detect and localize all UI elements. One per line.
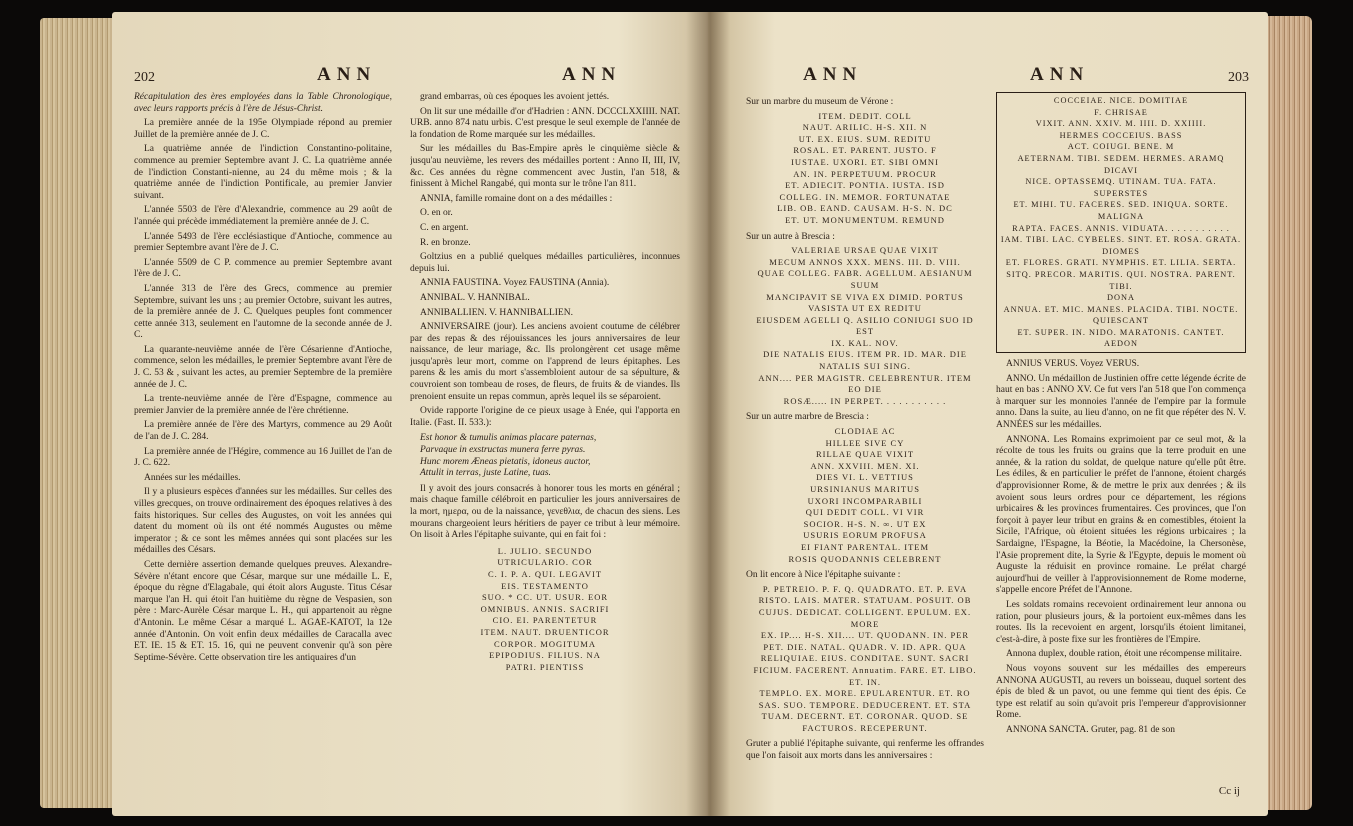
inscription-line: ET. ADIECIT. PONTIA. IUSTA. ISD [785,180,945,191]
inscription-line: CUJUS. DEDICAT. COLLIGENT. EPULUM. EX. MORE [758,606,972,629]
inscription-line: TEMPLO. EX. MORE. EPULARENTUR. ET. RO [759,688,971,699]
paragraph: L'année 5509 de C P. commence au premier Septembre avant l'ère de J. C. [134,257,392,280]
paragraph: L'année 5503 de l'ère d'Alexandrie, commence au 29 août de l'année qui précède immédiatement la première année de J. C. [134,205,392,227]
inscription-line: QUI DEDIT COLL. VI VIR [805,507,925,518]
inscription-line: CIO. EI. PARENTETUR [492,615,598,626]
paragraph: Annona duplex, double ration, étoit une récompense militaire. [1006,649,1242,660]
inscription-line: EIS. TESTAMENTO [501,580,589,591]
running-head: ANN [1030,64,1090,85]
paragraph: Années sur les médailles. [144,472,241,483]
inscription-line: FICIUM. FACERENT. Annuatim. FARE. ET. LIBO. [753,664,977,675]
intro-line: Sur un autre à Brescia : [746,231,835,242]
inscription-line: PET. DIE. NATAL. QUADR. V. ID. APR. QUA [763,641,967,652]
inscription-line: ANNUA. ET. MIC. MANES. PLACIDA. TIBI. NOCTE. [1003,304,1239,314]
inscription-line: OMNIBUS. ANNIS. SACRIFI [480,603,610,614]
running-head: ANN [317,64,377,85]
inscription-line: F. CHRISAE [1094,107,1148,117]
paragraph: Il y avoit des jours consacrés à honorer tous les morts en général ; mais chaque famille célébroit en particulier les jours anniversaires de la mort, ημερα, ou de la naissance, γενεθλια, de chacun des siens. Les mourans chargeoient leurs héritiers de payer ce tribut à leur mémoire. On lisoit à Arles l'épitaphe suivante, qui en fait foi : [410,483,680,541]
inscription-line: RILLAE QUAE VIXIT [815,449,915,460]
inscription-line: EPIPODIUS. FILIUS. NA [489,650,601,661]
inscription-line: VIXIT. ANN. XXIV. M. IIII. D. XXIIII. [1035,119,1207,129]
paragraph: L'année 5493 de l'ère ecclésiastique d'Antioche, commence au premier Septembre avant l'ère de J. C. [134,231,392,254]
inscription-line: URSINIANUS MARITUS [810,484,920,494]
inscription-line: L. JULIO. SECUNDO [497,545,593,556]
inscription-line: IUSTAE. UXORI. ET. SIBI OMNI [791,156,939,167]
paragraph: ANNONA SANCTA. Gruter, pag. 81 de son [1006,724,1176,735]
paragraph: On lit sur une médaille d'or d'Hadrien : ANN. DCCCLXXIIII. NAT. URB. anno 874 natu urbis. C'est presque le seul exemple de l'année de la fondation de Rome marquée sur les médailles. [410,106,680,140]
inscription-line: RAPTA. FACES. ANNIS. VIDUATA. . . . . . . . . . . [1012,223,1230,233]
verse-block [410,433,680,479]
inscription-line: EX. IP.... H-S. XII.... UT. QUODANN. IN. PER [760,630,970,641]
inscription-line: SAS. SUO. TEMPORE. DEDUCERENT. ET. STA [758,699,972,710]
inscription-line: EIUSDEM AGELLI Q. ASILIO CONIUGI SUO ID EST [756,314,974,337]
paragraph: R. en bronze. [420,237,471,248]
inscription-line: SITQ. PRECOR. MARITIS. QUI. NOSTRA. PARENT. TIBI. [1006,269,1236,291]
inscription-line: ET. IN. [848,676,882,687]
paragraph: ANNIUS VERUS. Voyez VERUS. [1006,359,1140,370]
signature-mark: Cc ij [1218,785,1240,797]
running-head: ANN [803,64,863,85]
inscription-line: CLODIAE AC [834,426,896,437]
inscription-line: EI FIANT PARENTAL. ITEM [800,541,930,552]
inscription-line: HILLEE SIVE CY [825,437,905,448]
inscription-line: SUUM [850,279,880,290]
inscription-line: IX. KAL. NOV. [831,337,899,348]
verse-line: Parvaque in exstructas munera ferre pyras. [420,445,586,456]
verse-line: Attulit in terras, juste Latine, tuas. [420,468,551,479]
page-number: 202 [134,70,155,85]
inscription-line: UXORI INCOMPARABILI [807,495,923,506]
left-column-1 [134,92,392,807]
intro-line: Sur un marbre du museum de Vérone : [746,97,894,107]
inscription-line: DIES VI. L. VETTIUS [816,472,914,483]
inscription-line: ANN. XXVIII. MEN. XI. [810,460,920,471]
inscription-line: ET. MIHI. TU. FACERES. SED. INIQUA. SORTE. MALIGNA [1013,200,1229,221]
paragraph: La quatrième année de l'indiction Constantino-politaine, commence au premier Septembre avant J. C. La quatrième année de l'indiction Constanti-nienne, au 24 du même mois ; & la quatrième année de l'indiction Pontificale, au premier Janvier suivant. [134,144,392,201]
paragraph: Il y a plusieurs espèces d'années sur les médailles. Sur celles des villes grecques, on trouve ordinairement des époques relatives à des faits historiques. Sur celles des Augustes, on voit les années qui datent du moment où ils ont été nommés Augustes ou même imperator ; & ce sont les mêmes années qui sont placées sur les médailles des Césars. [134,487,392,556]
inscription-line: ITEM. DEDIT. COLL [818,110,912,121]
inscription-line: IAM. TIBI. LAC. CYBELES. SINT. ET. ROSA. GRATA. [1000,235,1242,245]
paragraph: La quarante-neuvième année de l'ère Césarienne d'Antioche, commence, selon les médailles, le premier Septembre avant l'ère de J. C. 53 & , suivant les actes, au premier Septembre de la première année de J. C. [134,344,392,390]
inscription-line: ROSAL. ET. PARENT. JUSTO. F [793,145,937,156]
paragraph-list [410,92,680,429]
inscription-line: NAUT. ARILIC. H-S. XII. N [802,122,928,133]
inscription-line: CORPOR. MOGITUMA [494,638,596,649]
inscription-line: DIE NATALIS EIUS. ITEM PR. ID. MAR. DIE [763,349,967,360]
inscription-line: TUAM. DECERNT. ET. CORONAR. QUOD. SE [761,711,969,722]
paragraph: ANNONA. Les Romains exprimoient par ce seul mot, & la récolte de tous les fruits ou grains que la terre produit en une année, & la ration du soldat, de quelque nature qu'elle pût être. Les édiles, & en particulier le préfet de l'annone, étoient chargés d'approvisionner Rome, & de mettre le prix aux denrées ; & ils avoient sous leurs ordres pour ce département, les régions urbicaires & les provinces frumentaires. Ces provinces, que l'on forçoit à payer leur tribut en grains & en comestibles, étoient la Sicile, l'Afrique, où étoient situées les régions urbicaires ; la Sardaigne, l'Espagne, la Béotie, la Macédoine, la Chersonèse, l'Asie proprement dite, la Syrie & l'Egypte, depuis le moment où Auguste la réduisit en province romaine. Le prélat chargé aujourd'hui de veiller à l'approvisionnement de Rome moderne, s'appelle encore Préfet de l'Annone. [996,434,1246,596]
paragraph: Sur les médailles du Bas-Empire après le cinquième siècle & jusqu'au neuvième, les revers des médailles portent : Anno II, III, IV, &c. Ces années du règne commencent avec Justin, l'an 518, & finissent à Michel Rangabé, qui monta sur le trône l'an 811. [410,144,680,190]
inscription-line: SOCIOR. H-S. N. ∞. UT EX [803,518,927,529]
inscription-line: COCCEIAE. NICE. DOMITIAE [1053,96,1189,105]
paragraph: ANNO. Un médaillon de Justinien offre cette légende écrite de haut en bas : ANNO XV. Ce fut vers l'an 518 que l'on commença à marquer sur les monnoies l'année de l'empire par la formule anno. Dans la suite, au lieu d'anno, on ne fit que répéter des N. V. ANNÉES sur les médailles. [996,373,1246,431]
paragraph: ANNIA, famille romaine dont on a des médailles : [420,193,613,204]
inscription-line: P. PETREIO. P. F. Q. QUADRATO. ET. P. EVA [762,583,968,594]
inscription-line: ITEM. NAUT. DRUENTICOR [480,626,610,637]
paragraph: Les soldats romains recevoient ordinairement leur annona ou ration, pour plusieurs jours, & la portoient eux-mêmes dans les routes. Ils la recevoient en argent, lorsqu'ils étoient limitanei, c'est-à-dire, à poste fixe sur les frontières de l'Empire. [996,599,1246,645]
right-column-1 [746,92,984,797]
inscription-line: PATRI. PIENTISS [505,661,585,672]
inscription-line: VASISTA UT EX REDITU [808,303,922,314]
inscription-line: UT. EX. EIUS. SUM. REDITU [798,133,932,144]
inscription-line: ROSIS QUODANNIS CELEBRENT [788,553,942,564]
intro-line: On lit encore à Nice l'épitaphe suivante : [746,570,901,581]
inscription-line: RELIQUIAE. EIUS. CONDITAE. SUNT. SACRI [760,653,970,664]
inscription-line: QUIESCANT [1092,316,1149,326]
inscription [746,584,984,735]
paragraph: La première année de la 195e Olympiade répond au premier Juillet de la première année de J. C. [134,118,392,140]
paragraph: C. en argent. [420,222,469,233]
inscription-line: DICAVI [1104,165,1138,175]
paragraph-list [134,118,392,664]
inscription [746,426,984,565]
paragraph: Cette dernière assertion demande quelques preuves. Alexandre-Sévère n'étant encore que César, marque sur une médaille L. E, époque du règne d'Elagabale, qui étoit alors Auguste. Titus César marque l'an H. qui étoit l'an huitième du règne de Vespasien, son père : Marc-Aurèle César marque L. H., qui appartenoit au règne d'Antonin. Le même César a marqué L. AGAE-KATOT, la 12e année d'Antonin. On voit enfin deux médailles de Caracalla avec ET. IE. 15 & ET. 15. 16, qui ne peuvent convenir qu'à son père Septime-Sévère. Cette observation tire les antiquaires d'un [134,559,392,663]
inscription-line: ET. UT. MONUMENTUM. REMUND [785,214,945,225]
inscription [746,111,984,227]
inscription-line: AN. IN. PERPETUUM. PROCUR [793,168,937,179]
paragraph: L'année 313 de l'ère des Grecs, commence au premier Septembre, suivant les uns ; au premier Octobre, suivant les autres, de la première année de J. C. Quelques peuples font commencer cette année 313, seulement en l'automne de la seconde année de J. C. [134,283,392,341]
section-title: Récapitulation des ères employées dans la Table Chronologique, avec leurs rapports précis à l'ère de Jésus-Christ. [134,92,392,114]
boxed-inscription [996,92,1246,353]
paragraph: Ovide rapporte l'origine de ce pieux usage à Enée, qui l'apporta en Italie. (Fast. II. 533.): [410,406,680,428]
paragraph: Gruter a publié l'épitaphe suivante, qui renferme les offrandes que l'on faisoit aux morts dans les anniversaires : [746,739,984,762]
running-head: ANN [562,64,622,85]
inscription-line: EO DIE [848,384,882,395]
left-column-2 [410,92,680,807]
paragraph: ANNIBAL. V. HANNIBAL. [420,292,530,303]
inscription-line: UTRICULARIO. COR [497,557,593,568]
verse-line: Hunc morem Æneas pietatis, idoneus auctor, [420,456,591,467]
paragraph: ANNIBALLIEN. V. HANNIBALLIEN. [420,307,573,318]
book-gutter [686,12,730,816]
left-page [112,12,708,816]
intro-line: Sur un autre marbre de Brescia : [746,412,869,423]
verse-line: Est honor & tumulis animas placare paternas, [420,433,597,444]
paragraph: La trente-neuvième année de l'ère d'Espagne, commence au premier Janvier de la première année de l'ère chrétienne. [134,394,392,416]
inscription-line: DIOMES [1102,246,1140,256]
inscription-line: COLLEG. IN. MEMOR. FORTUNATAE [779,191,951,202]
paragraph: ANNIVERSAIRE (jour). Les anciens avoient coutume de célébrer par des repas & des réjouissances les jours anniversaires de leur naissance, de leur mariage, &c. Ils prolongèrent cet usage même jusqu'après leur mort, comme on l'apprend de leurs épitaphes. Les parens & les amis du mort s'assembloient autour de sa sépulture, & couvroient son tombeau de roses, de fleurs, de fruits & de viandes. Ils prenoient ensuite un repas commun, après lequel ils se séparoient. [410,322,680,402]
inscription [410,546,680,674]
right-column-2 [996,92,1246,782]
paragraph: La première année de l'ère des Martyrs, commence au 29 Août de l'an de J. C. 284. [134,420,392,443]
paragraph: Nous voyons souvent sur les médailles des empereurs ANNONA AUGUSTI, au revers un boisseau, duquel sortent des épis de bled & un pavot, ou une femme qui tient des épis. Ce type est relatif au soin qu'avoit pris l'empereur d'approvisionner Rome. [996,663,1246,721]
inscription-line: USURIS EORUM PROFUSA [803,530,927,541]
inscription-line: ANN.... PER MAGISTR. CELEBRENTUR. ITEM [758,372,972,383]
inscription-line: NATALIS SUI SING. [819,361,911,372]
inscription-line: ROSÆ..... IN PERPET. . . . . . . . . . . [783,395,947,406]
inscription-line: MANCIPAVIT SE VIVA EX DIMID. PORTUS [766,291,964,302]
inscription-line: SUO. * CC. UT. USUR. EOR [481,592,609,603]
right-page [708,12,1268,816]
inscription-line: AETERNAM. TIBI. SEDEM. HERMES. ARAMQ [1017,153,1225,163]
inscription [746,245,984,407]
inscription-line: QUAE COLLEG. FABR. AGELLUM. AESIANUM [757,268,973,279]
inscription-line: DONA [1107,293,1135,303]
paragraph: ANNIA FAUSTINA. Voyez FAUSTINA (Annia). [420,278,610,289]
inscription-line: C. I. P. A. QUI. LEGAVIT [487,568,603,579]
inscription-line: ET. FLORES. GRATI. NYMPHIS. ET. LILIA. SERTA. [1005,258,1237,268]
paragraph: Goltzius en a publié quelques médailles particulières, inconnues depuis lui. [410,252,680,274]
inscription-line: RISTO. LAIS. MATER. STATUAM. POSUIT. OB [758,595,972,606]
page-number: 203 [1228,70,1249,85]
paragraph: La première année de l'Hégire, commence au 16 Juillet de l'an de J. C. 622. [134,446,392,469]
open-book [40,12,1312,816]
inscription-line: MECUM ANNOS XXX. MENS. III. D. VIII. [769,256,961,267]
inscription-line: ET. SUPER. IN. NIDO. MARATONIS. CANTET. AEDON [1017,327,1225,349]
paragraph-list [996,359,1246,736]
paragraph: grand embarras, où ces époques les avoient jettés. [420,92,610,102]
inscription-line: LIB. OB. EAND. CAUSAM. H-S. N. DC [777,203,953,214]
inscription-line: VALERIAE URSAE QUAE VIXIT [791,245,939,256]
inscription-line: NICE. OPTASSEMQ. UTINAM. TUA. FATA. SUPERSTES [1025,177,1217,198]
paragraph: O. en or. [420,208,453,219]
inscription-line: HERMES COCCEIUS. BASS [1059,130,1183,140]
inscription-line: ACT. COIUGI. BENE. M [1067,142,1175,152]
inscription-line: FACTUROS. RECEPERUNT. [802,722,928,733]
